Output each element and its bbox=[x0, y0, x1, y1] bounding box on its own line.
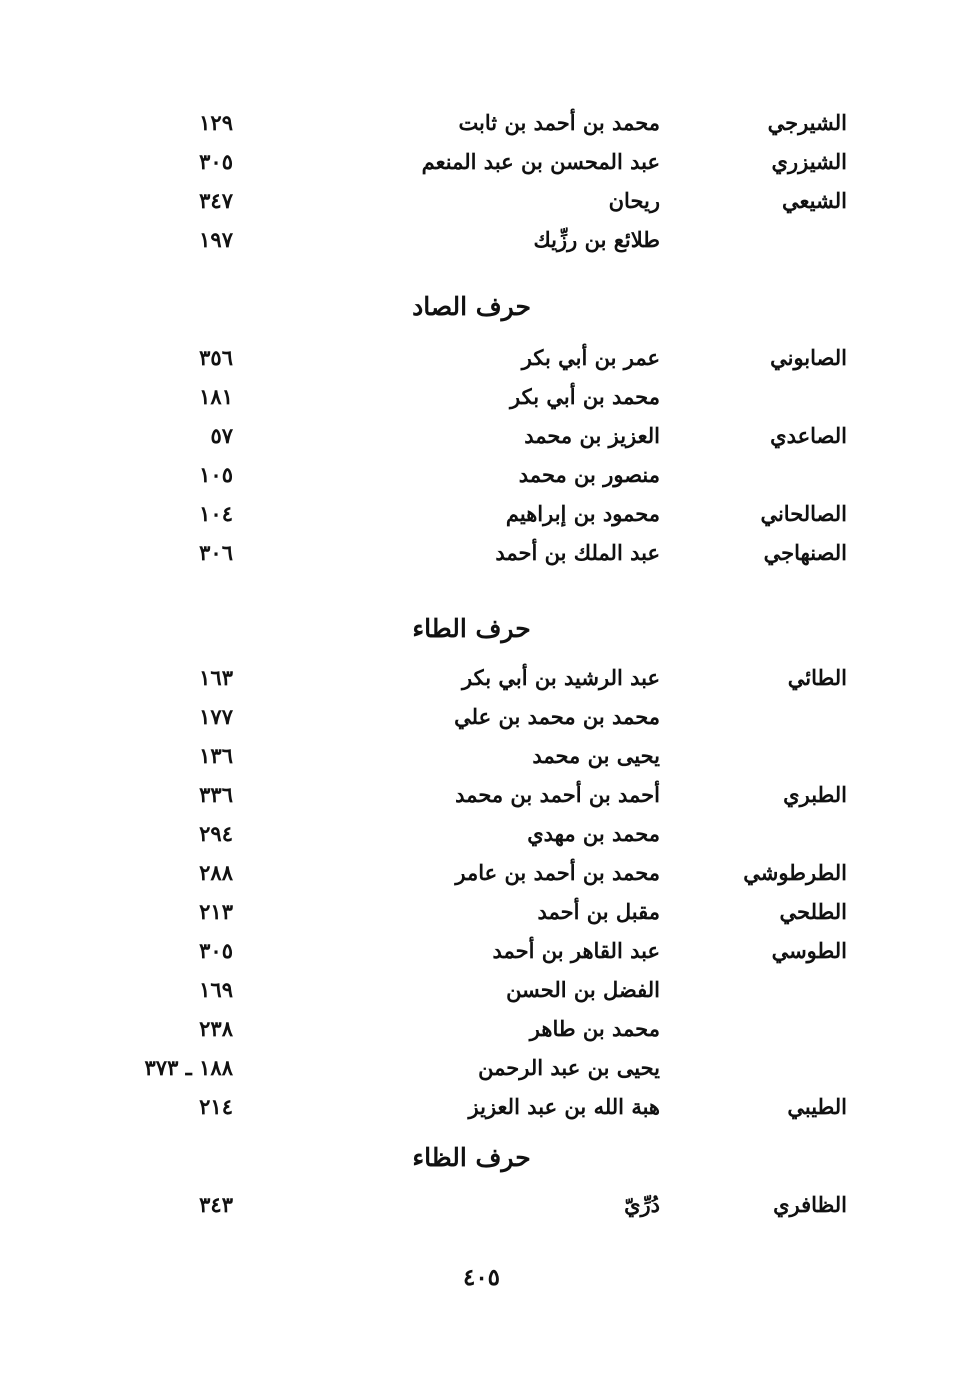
entry-name: عبد الرشيد بن أبي بكر bbox=[462, 665, 660, 690]
entry-nisba: الشيعي bbox=[782, 188, 847, 213]
entry-page-number: ٢٨٨ bbox=[199, 860, 233, 885]
entry-name: يحيى بن محمد bbox=[532, 743, 660, 768]
index-entry bbox=[0, 1092, 963, 1128]
entry-name: محمد بن طاهر bbox=[529, 1016, 660, 1041]
entry-page-number: ١٨١ bbox=[199, 384, 233, 409]
index-entry bbox=[0, 538, 963, 574]
entry-name: دُرِّيّ bbox=[624, 1192, 660, 1217]
section-heading: حرف الطاء bbox=[412, 614, 531, 643]
entry-name: ريحان bbox=[608, 188, 660, 213]
entry-name: محمود بن إبراهيم bbox=[505, 501, 660, 526]
entry-page-number: ١٦٩ bbox=[199, 977, 233, 1002]
entry-nisba: الطيبي bbox=[787, 1094, 847, 1119]
page-number: ٤٠٥ bbox=[462, 1264, 501, 1291]
entry-page-number: ١٨٨ ـ ٣٧٣ bbox=[144, 1055, 233, 1080]
section-heading: حرف الصاد bbox=[412, 292, 531, 321]
index-entry bbox=[0, 343, 963, 379]
entry-name: مقبل بن أحمد bbox=[537, 899, 660, 924]
entry-page-number: ١٣٦ bbox=[199, 743, 233, 768]
entry-page-number: ٢١٣ bbox=[199, 899, 233, 924]
entry-name: عبد الملك بن أحمد bbox=[495, 540, 660, 565]
entry-page-number: ٣٤٧ bbox=[199, 188, 233, 213]
entry-nisba: الطوسي bbox=[771, 938, 847, 963]
entry-name: عبد القاهر بن أحمد bbox=[492, 938, 660, 963]
index-entry bbox=[0, 186, 963, 222]
entry-nisba: الطبري bbox=[783, 782, 847, 807]
entry-name: عمر بن أبي بكر bbox=[521, 345, 660, 370]
entry-name: طلائع بن رزِّيك bbox=[533, 227, 660, 252]
entry-page-number: ١٢٩ bbox=[199, 110, 233, 135]
entry-page-number: ٣٠٦ bbox=[199, 540, 233, 565]
entry-name: محمد بن أحمد بن عامر bbox=[455, 860, 660, 885]
index-entry bbox=[0, 858, 963, 894]
index-entry bbox=[0, 1053, 963, 1089]
entry-nisba: الطرطوشي bbox=[743, 860, 847, 885]
entry-nisba: الصالحاني bbox=[760, 501, 847, 526]
entry-page-number: ٢٣٨ bbox=[199, 1016, 233, 1041]
entry-nisba: الظافري bbox=[773, 1192, 847, 1217]
entry-page-number: ٢١٤ bbox=[199, 1094, 233, 1119]
section-heading: حرف الظاء bbox=[412, 1143, 531, 1172]
index-entry bbox=[0, 499, 963, 535]
entry-page-number: ١٠٥ bbox=[199, 462, 233, 487]
index-entry bbox=[0, 460, 963, 496]
entry-page-number: ١٧٧ bbox=[199, 704, 233, 729]
entry-name: الفضل بن الحسن bbox=[506, 977, 660, 1002]
entry-page-number: ٣٥٦ bbox=[199, 345, 233, 370]
index-entry bbox=[0, 108, 963, 144]
entry-nisba: الصابوني bbox=[770, 345, 847, 370]
entry-name: العزيز بن محمد bbox=[524, 423, 660, 448]
entry-page-number: ١٠٤ bbox=[199, 501, 233, 526]
index-entry bbox=[0, 897, 963, 933]
entry-page-number: ٣٠٥ bbox=[199, 938, 233, 963]
entry-page-number: ٢٩٤ bbox=[199, 821, 233, 846]
entry-name: محمد بن أحمد بن ثابت bbox=[458, 110, 660, 135]
entry-name: محمد بن محمد بن علي bbox=[454, 704, 660, 729]
entry-nisba: الصنهاجي bbox=[763, 540, 847, 565]
index-entry bbox=[0, 975, 963, 1011]
entry-name: منصور بن محمد bbox=[518, 462, 660, 487]
index-entry bbox=[0, 382, 963, 418]
index-entry bbox=[0, 936, 963, 972]
entry-page-number: ١٩٧ bbox=[199, 227, 233, 252]
entry-name: هبة الله بن عبد العزيز bbox=[468, 1094, 660, 1119]
entry-name: محمد بن أبي بكر bbox=[510, 384, 660, 409]
index-entry bbox=[0, 1014, 963, 1050]
entry-page-number: ٣٣٦ bbox=[199, 782, 233, 807]
index-entry bbox=[0, 819, 963, 855]
entry-nisba: الصاعدي bbox=[770, 423, 847, 448]
entry-name: محمد بن مهدي bbox=[527, 821, 660, 846]
entry-name: يحيى بن عبد الرحمن bbox=[478, 1055, 660, 1080]
index-entry bbox=[0, 1190, 963, 1226]
index-entry bbox=[0, 702, 963, 738]
entry-nisba: الشيرجي bbox=[767, 110, 847, 135]
entry-nisba: الطلحي bbox=[779, 899, 847, 924]
index-entry bbox=[0, 225, 963, 261]
entry-page-number: ٣٠٥ bbox=[199, 149, 233, 174]
entry-page-number: ٥٧ bbox=[210, 423, 233, 448]
entry-name: عبد المحسن بن عبد المنعم bbox=[421, 149, 660, 174]
index-entry bbox=[0, 741, 963, 777]
entry-nisba: الطائي bbox=[787, 665, 847, 690]
entry-nisba: الشيزري bbox=[771, 149, 847, 174]
index-entry bbox=[0, 421, 963, 457]
index-entry bbox=[0, 147, 963, 183]
entry-page-number: ١٦٣ bbox=[199, 665, 233, 690]
entry-name: أحمد بن أحمد بن محمد bbox=[455, 782, 660, 807]
index-entry bbox=[0, 780, 963, 816]
entry-page-number: ٣٤٣ bbox=[199, 1192, 233, 1217]
index-entry bbox=[0, 663, 963, 699]
